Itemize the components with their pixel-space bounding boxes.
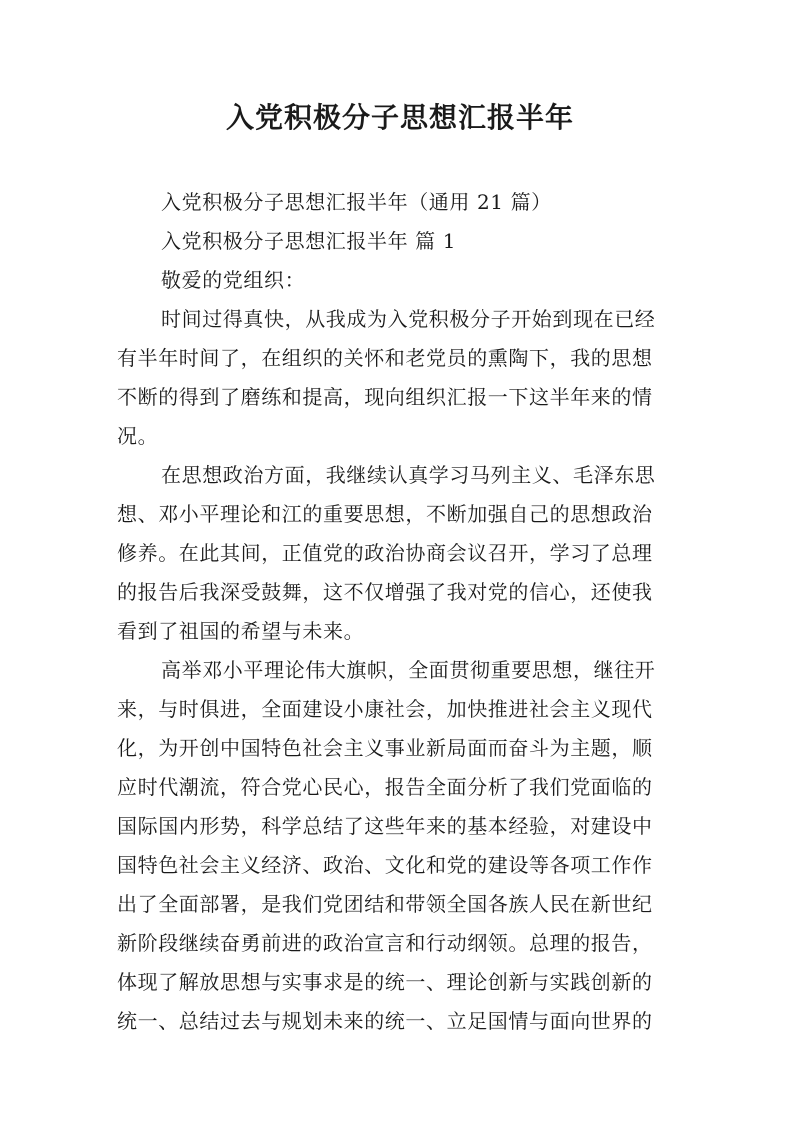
paragraph-1 — [117, 300, 687, 456]
paragraph-line: 国际国内形势，科学总结了这些年来的基本经验，对建设中 — [117, 814, 653, 838]
paragraph-line: 想、邓小平理论和江的重要思想，不断加强自己的思想政治 — [117, 502, 653, 526]
salutation: 敬爱的党组织： — [161, 268, 306, 292]
paragraph-line: 国特色社会主义经济、政治、文化和党的建设等各项工作作 — [117, 853, 653, 877]
paragraph-line: 化，为开创中国特色社会主义事业新局面而奋斗为主题，顺 — [117, 736, 653, 760]
paragraph-line: 况。 — [117, 424, 159, 448]
paragraph-line: 应时代潮流，符合党心民心，报告全面分析了我们党面临的 — [117, 775, 653, 799]
subtitle-line: 入党积极分子思想汇报半年（通用 21 篇） — [161, 190, 552, 214]
paragraph-line: 新阶段继续奋勇前进的政治宣言和行动纲领。总理的报告， — [117, 931, 653, 955]
paragraph-line: 的报告后我深受鼓舞，这不仅增强了我对党的信心，还使我 — [117, 580, 653, 604]
paragraph-line: 体现了解放思想与实事求是的统一、理论创新与实践创新的 — [117, 970, 653, 994]
paragraph-line: 在思想政治方面，我继续认真学习马列主义、毛泽东思 — [161, 463, 656, 487]
paragraph-line: 修养。在此其间，正值党的政治协商会议召开，学习了总理 — [117, 541, 653, 565]
paragraph-line: 统一、总结过去与规划未来的统一、立足国情与面向世界的 — [117, 1009, 653, 1033]
paragraph-2 — [117, 456, 687, 651]
paragraph-line: 时间过得真快，从我成为入党积极分子开始到现在已经 — [161, 307, 656, 331]
paragraph-line: 不断的得到了磨练和提高，现向组织汇报一下这半年来的情 — [117, 385, 653, 409]
document-body — [117, 183, 687, 1041]
section-heading: 入党积极分子思想汇报半年 篇 1 — [161, 229, 457, 253]
paragraph-line: 高举邓小平理论伟大旗帜，全面贯彻重要思想，继往开 — [161, 658, 656, 682]
paragraph-line: 有半年时间了，在组织的关怀和老党员的熏陶下，我的思想 — [117, 346, 653, 370]
document-title: 入党积极分子思想汇报半年 — [225, 101, 574, 134]
paragraph-3 — [117, 651, 687, 1041]
paragraph-line: 来，与时俱进，全面建设小康社会，加快推进社会主义现代 — [117, 697, 653, 721]
paragraph-line: 出了全面部署，是我们党团结和带领全国各族人民在新世纪 — [117, 892, 653, 916]
paragraph-line: 看到了祖国的希望与未来。 — [117, 619, 365, 643]
